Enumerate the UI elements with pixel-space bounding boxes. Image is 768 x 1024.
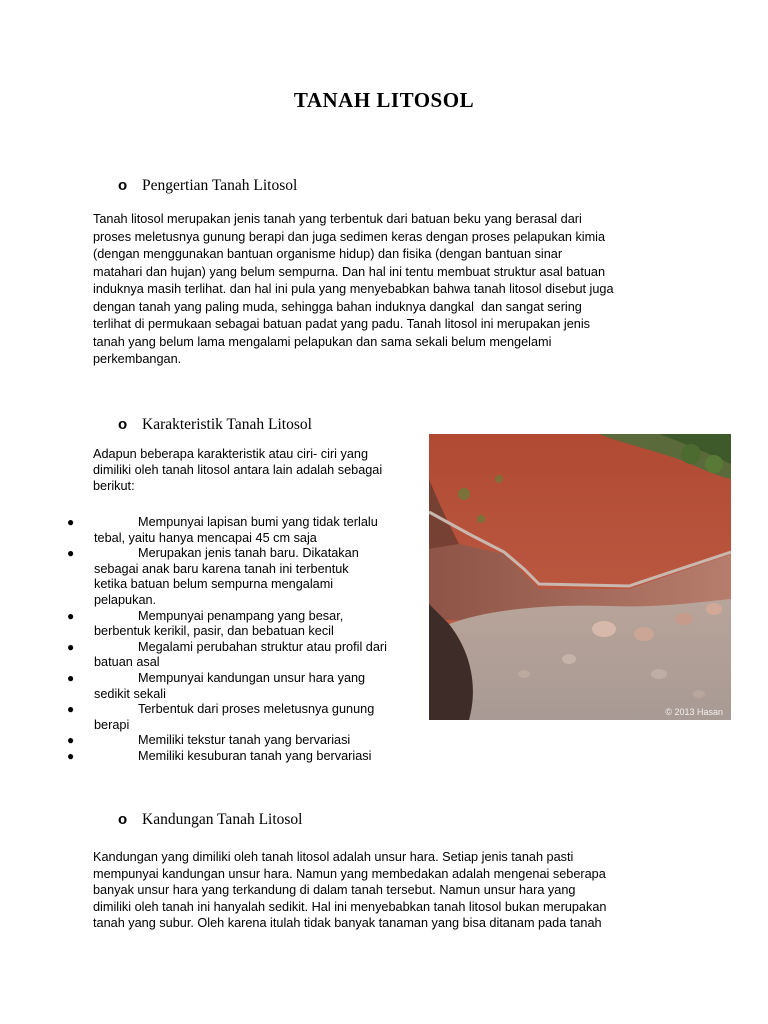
- bullet-dot: ●: [67, 515, 75, 529]
- heading-bullet: o: [118, 177, 128, 194]
- paragraph-kandungan: Kandungan yang dimiliki oleh tanah litosol adalah unsur hara. Setiap jenis tanah pasti mempunyai kandungan unsur hara. Namun yang membedakan adalah mengenai seberapa banyak unsur hara yang terkandung di dalam tanah tersebut. Namun unsur hara yang dimiliki oleh tanah ini hanyalah sedikit. Hal ini menyebabkan tanah litosol bukan merupakan tanah yang subur. Oleh karena itulah tidak banyak tanaman yang bisa ditanam pada tanah: [93, 850, 607, 930]
- bullet-dot: ●: [67, 748, 75, 763]
- section-heading-pengertian: o Pengertian Tanah Litosol: [118, 177, 298, 194]
- bullet-dot: ●: [67, 639, 75, 654]
- section-heading-karakteristik: o Karakteristik Tanah Litosol: [118, 416, 312, 433]
- bullet-dot: ●: [67, 546, 75, 561]
- characteristics-list: [68, 515, 428, 765]
- photo-credit: © 2013 Hasan: [665, 707, 723, 717]
- list-item: ● Memiliki kesuburan tanah yang bervariasi: [67, 748, 372, 763]
- list-item: ● Mempunyai lapisan bumi yang tidak terlalu tebal, yaitu hanya mencapai 45 cm saja: [67, 515, 378, 545]
- heading-bullet: o: [118, 416, 128, 433]
- list-item: ● Merupakan jenis tanah baru. Dikatakan sebagai anak baru karena tanah ini terbentuk ketika batuan belum sempurna mengalami pelapukan.: [67, 546, 359, 607]
- list-item: ● Terbentuk dari proses meletusnya gunung berapi: [67, 702, 375, 732]
- list-item: ● Mempunyai kandungan unsur hara yang sedikit sekali: [67, 670, 366, 701]
- list-item: ● Memiliki tekstur tanah yang bervariasi: [67, 733, 351, 748]
- bullet-dot: ●: [67, 608, 75, 623]
- section-heading-kandungan: o Kandungan Tanah Litosol: [118, 811, 303, 828]
- paragraph-pengertian: Tanah litosol merupakan jenis tanah yang terbentuk dari batuan beku yang berasal dari proses meletusnya gunung berapi dan juga sedimen keras dengan proses pelapukan kimia (dengan menggunakan bantuan organisme hidup) dan fisika (dengan bantuan sinar matahari dan hujan) yang belum sempurna. Dan hal ini tentu membuat struktur asal batuan induknya masih terlihat. dan hal ini pula yang menyebabkan bahwa tanah litosol disebut juga dengan tanah yang paling muda, sehingga bahan induknya dangkal dan sangat sering terlihat di permukaan sebagai batuan padat yang padu. Tanah litosol ini merupakan jenis tanah yang belum lama mengalami pelapukan dan sama sekali belum mengelami perkembangan.: [93, 212, 614, 366]
- list-item: ● Mempunyai penampang yang besar, berbentuk kerikil, pasir, dan bebatuan kecil: [67, 608, 344, 639]
- list-item: ● Megalami perubahan struktur atau profil dari batuan asal: [67, 639, 387, 670]
- heading-bullet: o: [118, 811, 128, 828]
- soil-photo-illustration: [429, 434, 731, 720]
- bullet-dot: ●: [67, 733, 75, 748]
- bullet-dot: ●: [67, 670, 75, 685]
- page-title: TANAH LITOSOL: [293, 88, 475, 112]
- soil-photo: [429, 434, 731, 720]
- paragraph-karakteristik: Adapun beberapa karakteristik atau ciri- ciri yang dimiliki oleh tanah litosol antara lain adalah sebagai berikut:: [93, 447, 383, 493]
- bullet-dot: ●: [67, 702, 75, 717]
